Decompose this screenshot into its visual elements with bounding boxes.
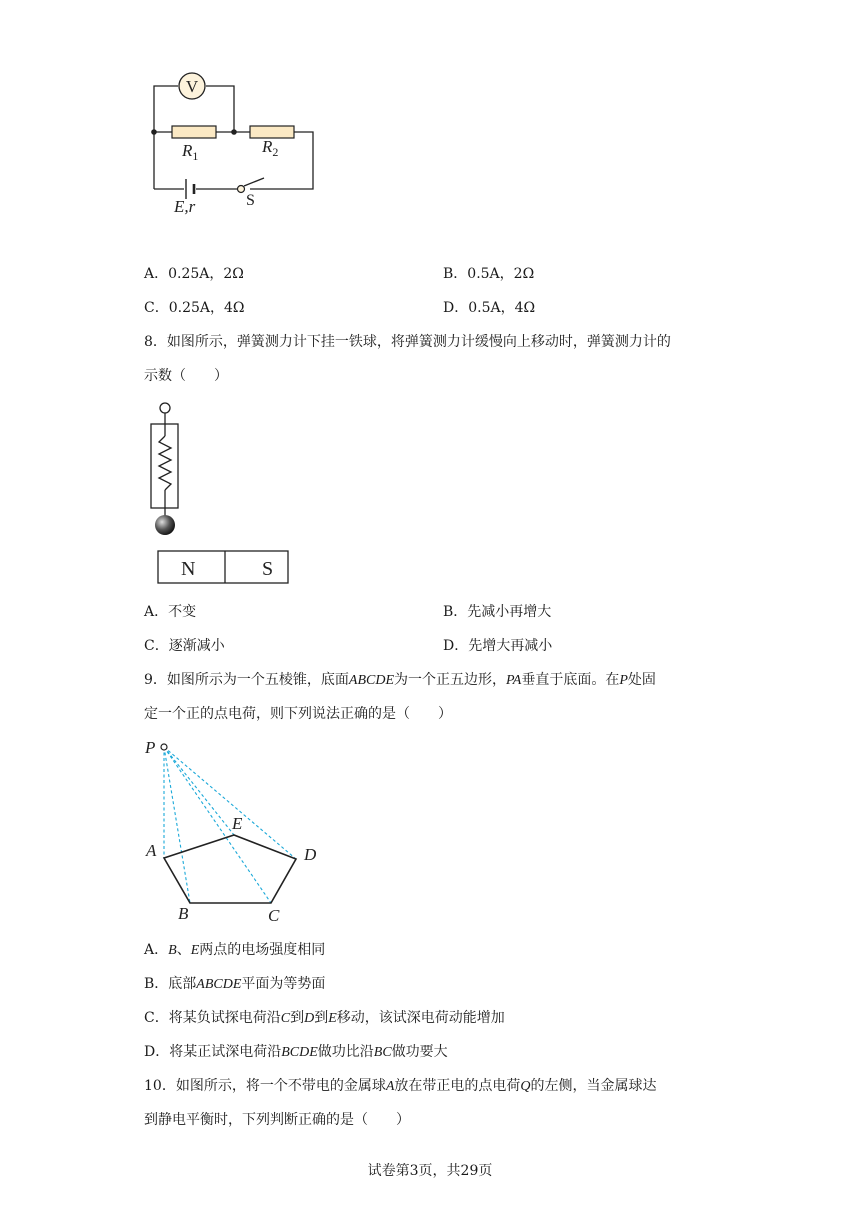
iron-ball bbox=[155, 515, 175, 535]
q7-option-d: D．0.5A，4Ω bbox=[443, 300, 536, 316]
pyramid-figure bbox=[140, 735, 330, 930]
label-c: C bbox=[268, 906, 280, 925]
q9-option-b: B．底部ABCDE平面为等势面 bbox=[144, 976, 326, 992]
q7-option-b: B．0.5A，2Ω bbox=[443, 266, 535, 282]
resistor-r1 bbox=[172, 126, 216, 138]
q9-stem-line1: 9．如图所示为一个五棱锥，底面ABCDE为一个正五边形，PA垂直于底面。在P处固 bbox=[144, 672, 656, 688]
voltmeter-label: V bbox=[185, 77, 199, 96]
source-label: E,r bbox=[174, 197, 196, 216]
page-footer: 试卷第3页，共29页 bbox=[367, 1163, 493, 1179]
q9-stem-line2: 定一个正的点电荷，则下列说法正确的是（ ） bbox=[144, 706, 452, 722]
switch-contact bbox=[238, 186, 245, 193]
point-p bbox=[161, 744, 167, 750]
q8-stem-line2: 示数（ ） bbox=[144, 368, 228, 384]
svg-text:R2: $R_2$ bbox=[262, 137, 279, 159]
q7-option-c: C．0.25A，4Ω bbox=[144, 300, 245, 316]
q8-option-a: A．不变 bbox=[144, 604, 197, 620]
q9-option-c: C．将某负试探电荷沿C到D到E移动，该试深电荷动能增加 bbox=[144, 1010, 505, 1026]
label-d: D bbox=[304, 845, 317, 864]
q9-option-a: A．B、E两点的电场强度相同 bbox=[144, 942, 326, 958]
magnet-south-label: S bbox=[262, 558, 274, 580]
q8-option-d: D．先增大再减小 bbox=[443, 638, 553, 654]
label-p: P bbox=[145, 738, 156, 757]
r1-label: R bbox=[182, 141, 193, 160]
circuit-figure bbox=[140, 60, 330, 220]
q8-stem-line1: 8．如图所示，弹簧测力计下挂一铁球，将弹簧测力计缓慢向上移动时，弹簧测力计的 bbox=[144, 334, 671, 350]
magnet-north-label: N bbox=[181, 558, 196, 580]
q10-stem-line2: 到静电平衡时，下列判断正确的是（ ） bbox=[144, 1112, 410, 1128]
switch-label: S bbox=[246, 192, 255, 209]
q8-option-b: B．先减小再增大 bbox=[443, 604, 552, 620]
label-e: E bbox=[232, 814, 243, 833]
spring-scale-figure bbox=[145, 398, 295, 588]
svg-text:R1: $R_1$ bbox=[182, 141, 199, 163]
q7-option-a: A．0.25A，2Ω bbox=[144, 266, 244, 282]
label-b: B bbox=[178, 904, 189, 923]
r2-label: R bbox=[262, 137, 273, 156]
q8-option-c: C．逐渐减小 bbox=[144, 638, 225, 654]
label-a: A bbox=[146, 841, 157, 860]
q9-option-d: D．将某正试深电荷沿BCDE做功比沿BC做功要大 bbox=[144, 1044, 448, 1060]
q10-stem-line1: 10．如图所示，将一个不带电的金属球A放在带正电的点电荷Q的左侧，当金属球达 bbox=[144, 1078, 657, 1094]
